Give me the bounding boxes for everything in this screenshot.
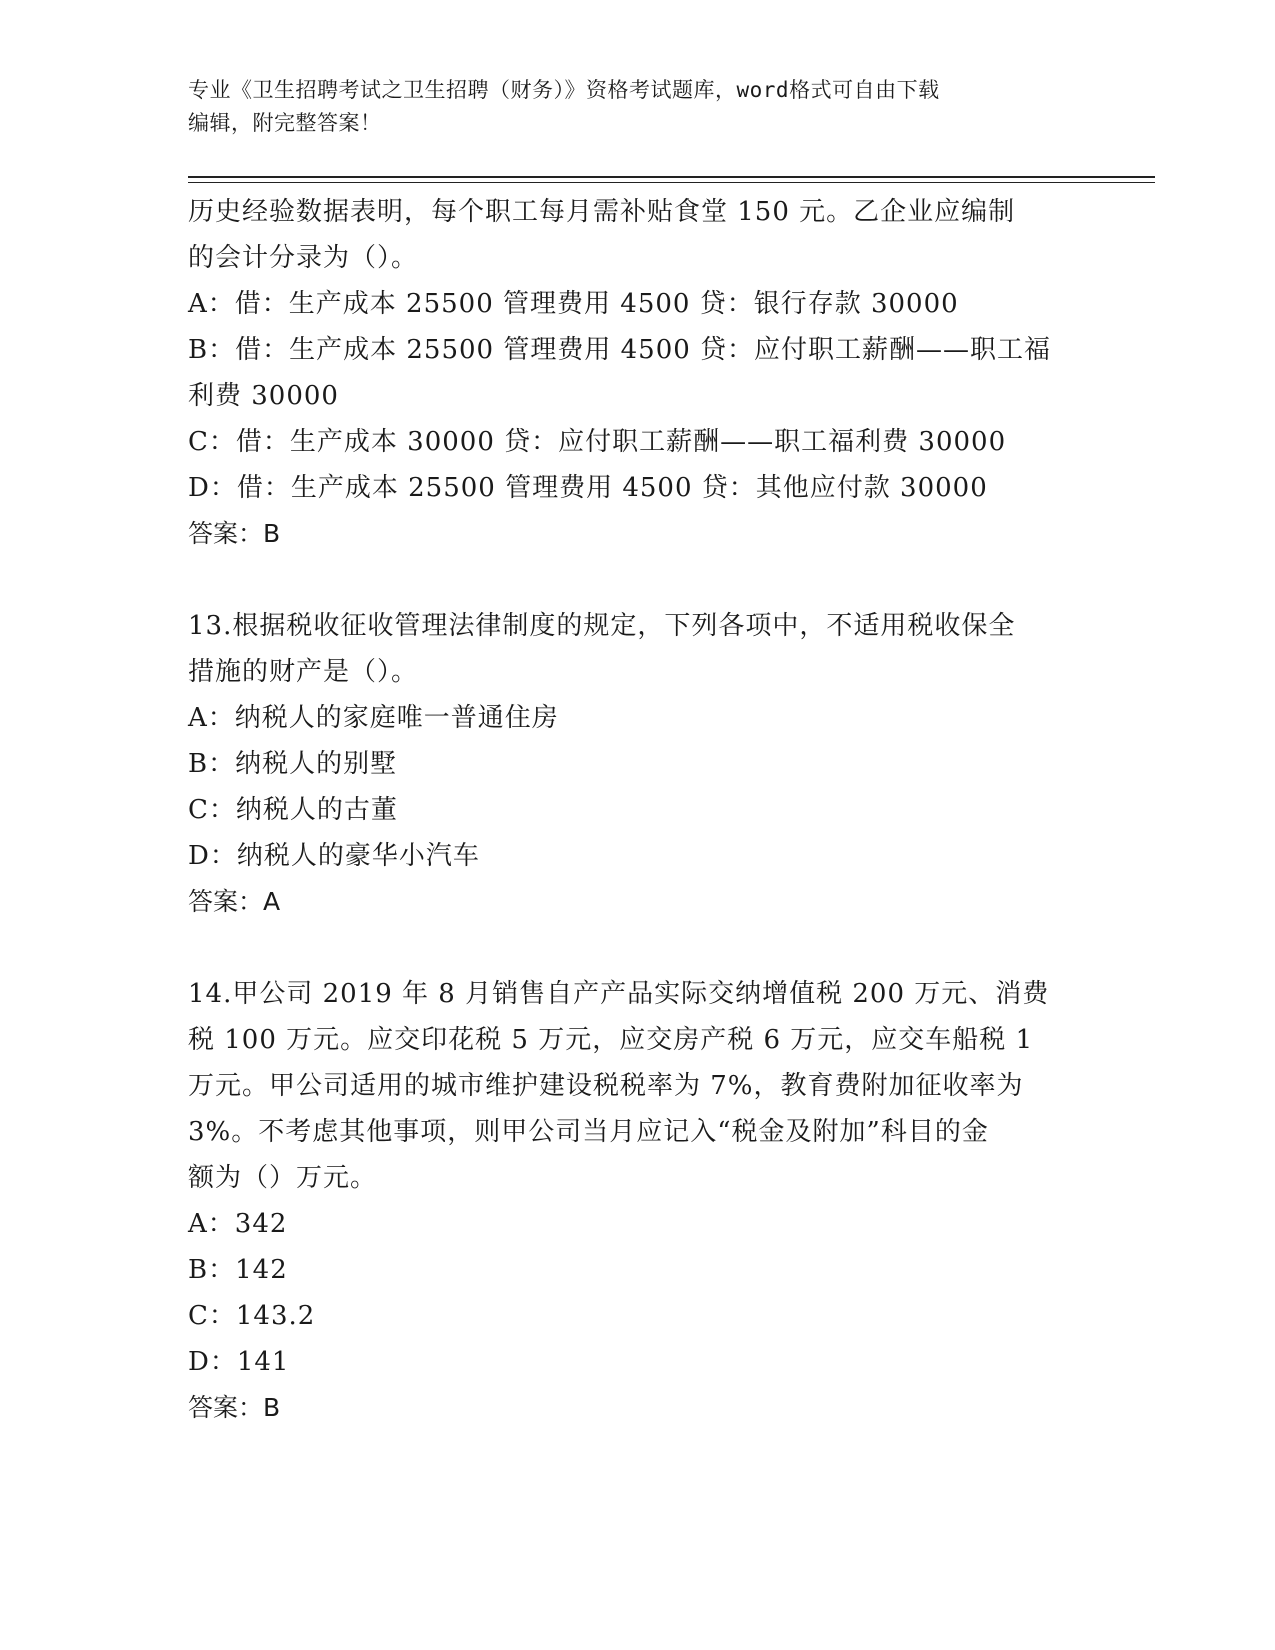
- answer-label: 答案：B: [188, 1393, 281, 1422]
- question-stem-line: 额为（）万元。: [188, 1163, 378, 1193]
- question-stem-line: 万元。甲公司适用的城市维护建设税税率为 7%，教育费附加征收率为: [188, 1071, 1024, 1101]
- option-b-continued: 利费 30000: [188, 381, 339, 411]
- option-a: A：342: [188, 1209, 288, 1239]
- question-stem-line: 历史经验数据表明，每个职工每月需补贴食堂 150 元。乙企业应编制: [188, 197, 1016, 227]
- header-divider-thin: [188, 182, 1155, 183]
- spacer: [188, 925, 1083, 971]
- option-c: C：143.2: [188, 1301, 316, 1331]
- option-b: B：纳税人的别墅: [188, 749, 398, 779]
- option-d: D：纳税人的豪华小汽车: [188, 841, 480, 871]
- question-stem-line: 税 100 万元。应交印花税 5 万元，应交房产税 6 万元，应交车船税 1: [188, 1025, 1034, 1055]
- option-b: B：借：生产成本 25500 管理费用 4500 贷：应付职工薪酬——职工福: [188, 335, 1052, 365]
- option-a: A：纳税人的家庭唯一普通住房: [188, 703, 559, 733]
- question-13: [188, 603, 1083, 925]
- option-c: C：纳税人的古董: [188, 795, 398, 825]
- question-stem-line: 14.甲公司 2019 年 8 月销售自产产品实际交纳增值税 200 万元、消费: [188, 979, 1050, 1009]
- option-d: D：141: [188, 1347, 290, 1377]
- answer-label: 答案：A: [188, 887, 281, 916]
- document-header: [188, 74, 1088, 140]
- option-c: C：借：生产成本 30000 贷：应付职工薪酬——职工福利费 30000: [188, 427, 1007, 457]
- question-12: [188, 189, 1083, 557]
- option-d: D：借：生产成本 25500 管理费用 4500 贷：其他应付款 30000: [188, 473, 988, 503]
- header-line-2: 编辑，附完整答案！: [188, 111, 382, 135]
- spacer: [188, 557, 1083, 603]
- option-b: B：142: [188, 1255, 288, 1285]
- question-stem-line: 的会计分录为（）。: [188, 243, 419, 273]
- header-line-1: 专业《卫生招聘考试之卫生招聘（财务）》资格考试题库，word格式可自由下载: [188, 78, 940, 102]
- question-stem-line: 措施的财产是（）。: [188, 657, 419, 687]
- question-stem-line: 13.根据税收征收管理法律制度的规定，下列各项中，不适用税收保全: [188, 611, 1016, 641]
- question-content: [188, 189, 1083, 1431]
- question-stem-line: 3%。不考虑其他事项，则甲公司当月应记入“税金及附加”科目的金: [188, 1117, 989, 1147]
- header-divider-thick: [188, 176, 1155, 178]
- answer-label: 答案：B: [188, 519, 281, 548]
- option-a: A：借：生产成本 25500 管理费用 4500 贷：银行存款 30000: [188, 289, 959, 319]
- question-14: [188, 971, 1083, 1431]
